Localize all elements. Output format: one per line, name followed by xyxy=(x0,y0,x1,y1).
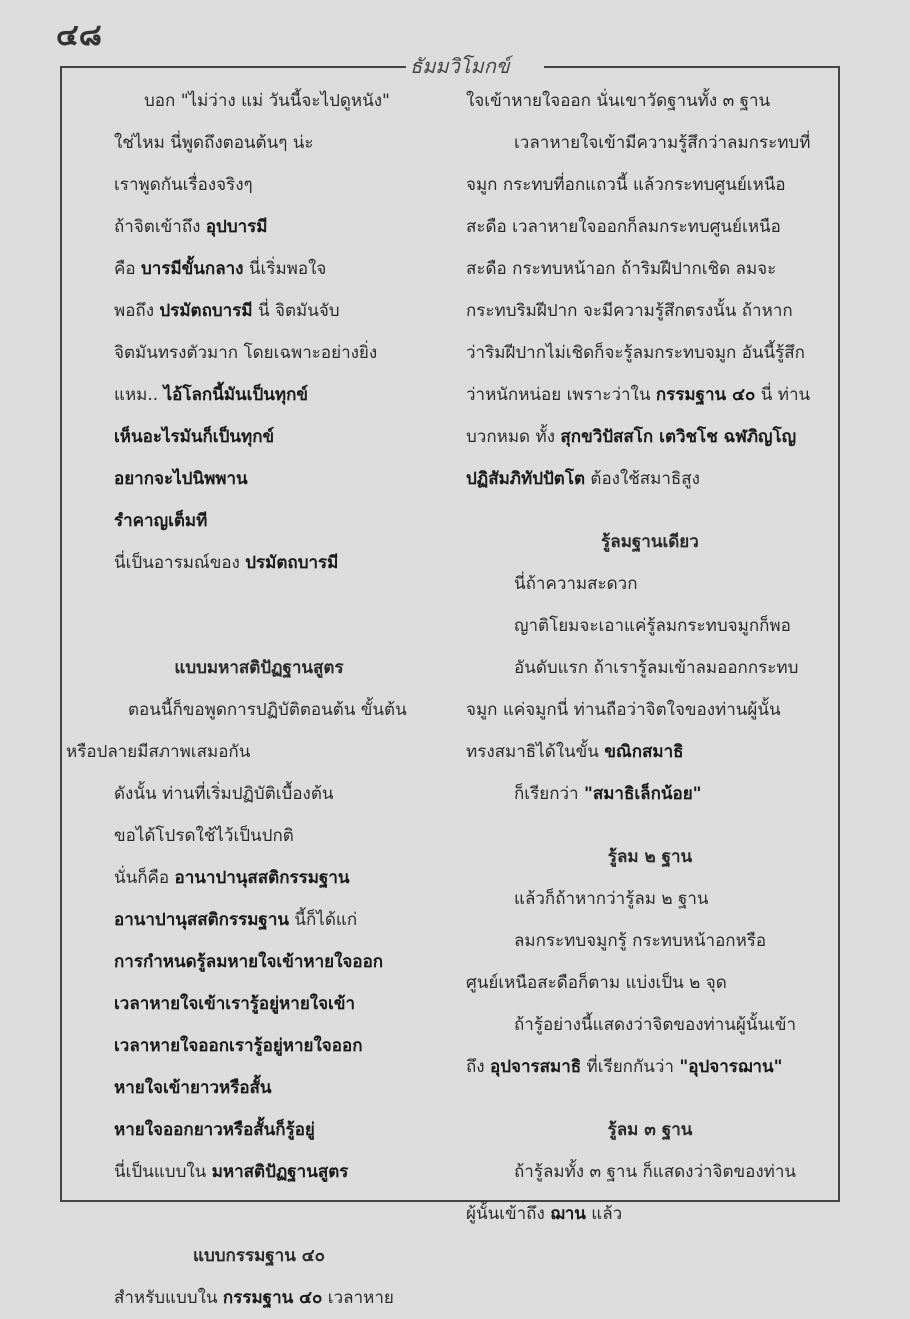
text-line: การกำหนดรู้ลมหายใจเข้าหายใจออก xyxy=(114,952,384,972)
section-heading: แบบกรรมฐาน ๔๐ xyxy=(192,1246,325,1266)
text-line: นี่เป็นแบบใน มหาสติปัฏฐานสูตร xyxy=(114,1162,349,1182)
spacer xyxy=(66,1193,452,1235)
text-line: นี่ถ้าความสะดวก xyxy=(514,574,638,594)
section-heading: แบบมหาสติปัฏฐานสูตร xyxy=(174,658,344,678)
text-line: ถึง อุปจารสมาธิ ที่เรียกกันว่า "อุปจารฌาน" xyxy=(466,1057,783,1077)
text-line: ถ้ารู้อย่างนี้แสดงว่าจิตของท่านผู้นั้นเข้า xyxy=(514,1015,797,1035)
text-line: ว่าหนักหน่อย เพราะว่าใน กรรมฐาน ๔๐ นี่ ท่าน xyxy=(466,385,811,405)
text-line: คือ บารมีขั้นกลาง นี่เริ่มพอใจ xyxy=(114,259,327,279)
text-line: อยากจะไปนิพพาน xyxy=(114,469,248,489)
text-line: อานาปานุสสติกรรมฐาน นี้ก็ได้แก่ xyxy=(114,910,358,930)
text-line: นั่นก็คือ อานาปานุสสติกรรมฐาน xyxy=(114,868,350,888)
frame-left xyxy=(60,66,62,1202)
text-line: เวลาหายใจออกเรารู้อยู่หายใจออก xyxy=(114,1036,363,1056)
text-line: สำหรับแบบใน กรรมฐาน ๔๐ เวลาหาย xyxy=(114,1288,394,1308)
text-line: บวกหมด ทั้ง สุกขวิปัสสโก เตวิชโช ฉฬภิญโญ xyxy=(466,427,797,447)
frame-top-right xyxy=(544,66,840,68)
text-line: จิตมันทรงตัวมาก โดยเฉพาะอย่างยิ่ง xyxy=(114,343,378,363)
section-heading: รู้ลม ๓ ฐาน xyxy=(607,1120,693,1140)
text-line: นี่เป็นอารมณ์ของ ปรมัตถบารมี xyxy=(114,553,339,573)
text-line: จมูก แค่จมูกนี่ ท่านถือว่าจิตใจของท่านผู้นั้น xyxy=(466,700,781,720)
text-line: ใจเข้าหายใจออก นั่นเขาวัดฐานทั้ง ๓ ฐาน xyxy=(466,91,771,111)
text-line: เวลาหายใจเข้ามีความรู้สึกว่าลมกระทบที่ xyxy=(514,133,811,153)
running-header: ธัมมวิโมกข์ xyxy=(410,54,510,78)
text-line: สะดือ เวลาหายใจออกก็ลมกระทบศูนย์เหนือ xyxy=(466,217,781,237)
text-line: เราพูดกันเรื่องจริงๆ xyxy=(114,175,253,195)
text-line: แหม.. ไอ้โลกนี้มันเป็นทุกข์ xyxy=(114,385,308,405)
text-line: ปฏิสัมภิทัปปัตโต ต้องใช้สมาธิสูง xyxy=(466,469,700,489)
frame-top-left xyxy=(60,66,406,68)
text-line: ดังนั้น ท่านที่เริ่มปฏิบัติเบื้องต้น xyxy=(114,784,334,804)
page-number: ๔๘ xyxy=(56,18,102,53)
text-line: หายใจออกยาวหรือสั้นก็รู้อยู่ xyxy=(114,1120,315,1140)
spacer xyxy=(466,815,834,836)
text-line: ขอได้โปรดใช้ไว้เป็นปกติ xyxy=(114,826,294,846)
spacer xyxy=(66,584,452,626)
spacer xyxy=(466,500,834,521)
text-line: ผู้นั้นเข้าถึง ฌาน แล้ว xyxy=(466,1204,623,1224)
right-column xyxy=(466,80,834,1235)
text-line: สะดือ กระทบหน้าอก ถ้าริมฝีปากเชิด ลมจะ xyxy=(466,259,777,279)
text-line: จมูก กระทบที่อกแถวนี้ แล้วกระทบศูนย์เหนือ xyxy=(466,175,786,195)
section-heading: รู้ลมฐานเดียว xyxy=(601,532,699,552)
text-line: กระทบริมฝีปาก จะมีความรู้สึกตรงนั้น ถ้าหาก xyxy=(466,301,793,321)
text-line: หรือปลายมีสภาพเสมอกัน xyxy=(66,742,251,762)
text-line: พอถึง ปรมัตถบารมี นี่ จิตมันจับ xyxy=(114,301,340,321)
text-line: ลมกระทบจมูกรู้ กระทบหน้าอกหรือ xyxy=(514,931,767,951)
section-heading: รู้ลม ๒ ฐาน xyxy=(607,847,693,867)
text-line: รำคาญเต็มที xyxy=(114,511,208,531)
text-line: ก็เรียกว่า "สมาธิเล็กน้อย" xyxy=(514,784,702,804)
text-line: เห็นอะไรมันก็เป็นทุกข์ xyxy=(114,427,275,447)
text-line: ญาติโยมจะเอาแค่รู้ลมกระทบจมูกก็พอ xyxy=(514,616,791,636)
text-line: ถ้ารู้ลมทั้ง ๓ ฐาน ก็แสดงว่าจิตของท่าน xyxy=(514,1162,797,1182)
left-column xyxy=(66,80,452,1319)
text-line: ว่าริมฝีปากไม่เชิดก็จะรู้ลมกระทบจมูก อันนี้รู้สึก xyxy=(466,343,805,363)
text-line: ตอนนี้ก็ขอพูดการปฏิบัติตอนต้น ขั้นต้น xyxy=(128,700,407,720)
text-line: เวลาหายใจเข้าเรารู้อยู่หายใจเข้า xyxy=(114,994,356,1014)
text-line: ถ้าจิตเข้าถึง อุปบารมี xyxy=(114,217,268,237)
text-line: ทรงสมาธิได้ในขั้น ขณิกสมาธิ xyxy=(466,742,684,762)
frame-right xyxy=(838,66,840,1202)
text-line: ใช่ไหม นี่พูดถึงตอนต้นๆ น่ะ xyxy=(114,133,314,153)
spacer xyxy=(466,1088,834,1109)
text-line: บอก "ไม่ว่าง แม่ วันนี้จะไปดูหนัง" xyxy=(144,91,390,111)
text-line: อันดับแรก ถ้าเรารู้ลมเข้าลมออกกระทบ xyxy=(514,658,799,678)
text-line: แล้วก็ถ้าหากว่ารู้ลม ๒ ฐาน xyxy=(514,889,709,909)
text-line: หายใจเข้ายาวหรือสั้น xyxy=(114,1078,272,1098)
text-line: ศูนย์เหนือสะดือก็ตาม แบ่งเป็น ๒ จุด xyxy=(466,973,727,993)
spacer xyxy=(66,626,452,647)
